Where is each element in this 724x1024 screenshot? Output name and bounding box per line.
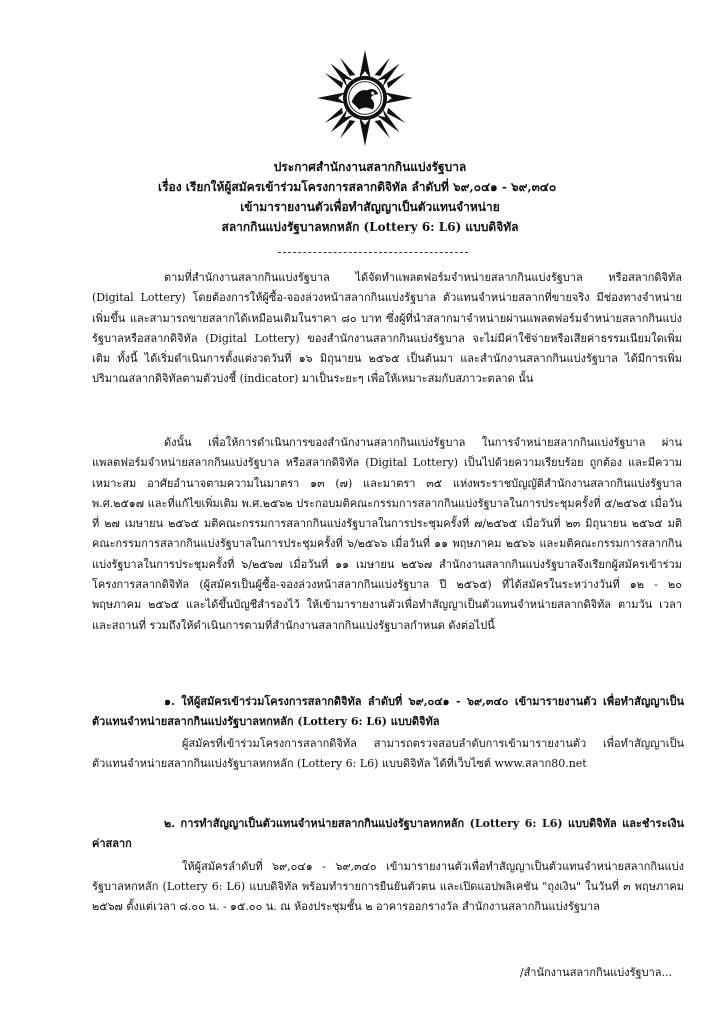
title-line-3: เข้ามารายงานตัวเพื่อทำสัญญาเป็นตัวแทนจำหน่าย [240, 200, 500, 214]
section-2-body [92, 857, 684, 917]
section-1-heading [92, 692, 684, 732]
government-lottery-office-emblem [317, 50, 413, 146]
title-line-4: สลากกินแบ่งรัฐบาลหกหลัก (Lottery 6: L6) แบบดิจิทัล [221, 220, 519, 234]
paragraph-1-text: ตามที่สำนักงานสลากกินแบ่งรัฐบาล ได้จัดทำแพลตฟอร์มจำหน่ายสลากกินแบ่งรัฐบาล หรือสลากดิจิทัล (Digital Lottery) โดยต้องการให้ผู้ซื้อ-จองล่วงหน้าสลากกินแบ่งรัฐบาล ตัวแทนจำหน่ายสลากที่ขายจริง มีช่องทางจำหน่ายเพิ่มขึ้น และสามารถขายสลากได้เหมือนเดิมในราคา ๘๐ บาท ซึ่งผู้ที่นำสลากมาจำหน่ายผ่านแพลตฟอร์มจำหน่ายสลากกินแบ่งรัฐบาลหรือสลากดิจิทัล (Digital Lottery) ของสำนักงานสลากกินแบ่งรัฐบาล จะไม่มีค่าใช้จ่ายหรือเสียค่าธรรมเนียมใดเพิ่มเติม ทั้งนี้ ได้เริ่มดำเนินการตั้งแต่งวดวันที่ ๑๖ มิถุนายน ๒๕๖๕ เป็นต้นมา และสำนักงานสลากกินแบ่งรัฐบาล ได้มีการเพิ่มปริมาณสลากดิจิทัลตามตัวบ่งชี้ (indicator) มาเป็นระยะๆ เพื่อให้เหมาะสมกับสภาวะตลาด นั้น [92, 271, 682, 386]
paragraph-2-text: ดังนั้น เพื่อให้การดำเนินการของสำนักงานสลากกินแบ่งรัฐบาล ในการจำหน่ายสลากกินแบ่งรัฐบาล ผ่านแพลตฟอร์มจำหน่ายสลากกินแบ่งรัฐบาล หรือสลากดิจิทัล (Digital Lottery) เป็นไปด้วยความเรียบร้อย ถูกต้อง และมีความเหมาะสม อาศัยอำนาจตามความในมาตรา ๑๓ (๗) และมาตรา ๓๕ แห่งพระราชบัญญัติสำนักงานสลากกินแบ่งรัฐบาล พ.ศ.๒๕๑๗ และที่แก้ไขเพิ่มเติม พ.ศ.๒๕๖๒ ประกอบมติคณะกรรมการสลากกินแบ่งรัฐบาลในการประชุมครั้งที่ ๕/๒๕๖๕ เมื่อวันที่ ๒๗ เมษายน ๒๕๖๕ มติคณะกรรมการสลากกินแบ่งรัฐบาลในการประชุมครั้งที่ ๗/๒๕๖๕ เมื่อวันที่ ๒๓ มิถุนายน ๒๕๖๕ มติคณะกรรมการสลากกินแบ่งรัฐบาลในการประชุมครั้งที่ ๖/๒๕๖๖ เมื่อวันที่ ๑๑ พฤษภาคม ๒๕๖๖ และมติคณะกรรมการสลากกินแบ่งรัฐบาลในการประชุมครั้งที่ ๖/๒๕๖๗ เมื่อวันที่ ๑๑ เมษายน ๒๕๖๗ สำนักงานสลากกินแบ่งรัฐบาลจึงเรียกผู้สมัครเข้าร่วมโครงการสลากดิจิทัล (ผู้สมัครเป็นผู้ซื้อ-จองล่วงหน้าสลากกินแบ่งรัฐบาล ปี ๒๕๖๕) ที่ได้สมัครในระหว่างวันที่ ๑๒ - ๒๐ พฤษภาคม ๒๕๖๕ และได้ขึ้นบัญชีสำรองไว้ ให้เข้ามารายงานตัวเพื่อทำสัญญาเป็นตัวแทนจำหน่ายสลากดิจิทัล ตามวัน เวลาและสถานที่ รวมถึงให้ดำเนินการตามที่สำนักงานสลากกินแบ่งรัฐบาลกำหนด ดังต่อไปนี้ [92, 436, 682, 632]
body-paragraph-1 [92, 268, 682, 390]
body-paragraph-2 [92, 433, 682, 636]
page-continuation: /สำนักงานสลากกินแบ่งรัฐบาล... [519, 966, 672, 979]
title-line-1: ประกาศสำนักงานสลากกินแบ่งรัฐบาล [273, 160, 467, 174]
section-2-heading [92, 814, 684, 854]
section-1-body-text: ผู้สมัครที่เข้าร่วมโครงการสลากดิจิทัล สามารถตรวจสอบลำดับการเข้ามารายงานตัว เพื่อทำสัญญาเป็นตัวแทนจำหน่ายสลากกินแบ่งรัฐบาลหกหลัก (Lottery 6: L6) แบบดิจิทัล ได้ที่เว็บไซต์ www.สลาก80.net [92, 737, 684, 770]
title-line-2: เรื่อง เรียกให้ผู้สมัครเข้าร่วมโครงการสลากดิจิทัล ลำดับที่ ๖๙,๐๔๑ - ๖๙,๓๔๐ [158, 180, 557, 194]
section-1-heading-text: ๑. ให้ผู้สมัครเข้าร่วมโครงการสลากดิจิทัล ลำดับที่ ๖๙,๐๔๑ - ๖๙,๓๔๐ เข้ามารายงานตัว เพื่อทำสัญญาเป็นตัวแทนจำหน่ายสลากกินแบ่งรัฐบาลหกหลัก (Lottery 6: L6) แบบดิจิทัล [92, 695, 684, 728]
dashed-divider [278, 252, 468, 253]
section-1-body [92, 734, 684, 774]
section-2-body-text: ให้ผู้สมัครลำดับที่ ๖๙,๐๔๑ - ๖๙,๓๔๐ เข้ามารายงานตัวเพื่อทำสัญญาเป็นตัวแทนจำหน่ายสลากกินแบ่งรัฐบาลหกหลัก (Lottery 6: L6) แบบดิจิทัล พร้อมทำรายการยืนยันตัวตน และเปิดแอปพลิเคชัน "ถุงเงิน" ในวันที่ ๓ พฤษภาคม ๒๕๖๗ ตั้งแต่เวลา ๘.๐๐ น. - ๑๕.๐๐ น. ณ ห้องประชุมชั้น ๒ อาคารออกรางวัล สำนักงานสลากกินแบ่งรัฐบาล [92, 860, 684, 913]
section-2-heading-text: ๒. การทำสัญญาเป็นตัวแทนจำหน่ายสลากกินแบ่งรัฐบาลหกหลัก (Lottery 6: L6) แบบดิจิทัล และชำระเงินค่าสลาก [92, 817, 684, 850]
announcement-title [120, 157, 620, 237]
